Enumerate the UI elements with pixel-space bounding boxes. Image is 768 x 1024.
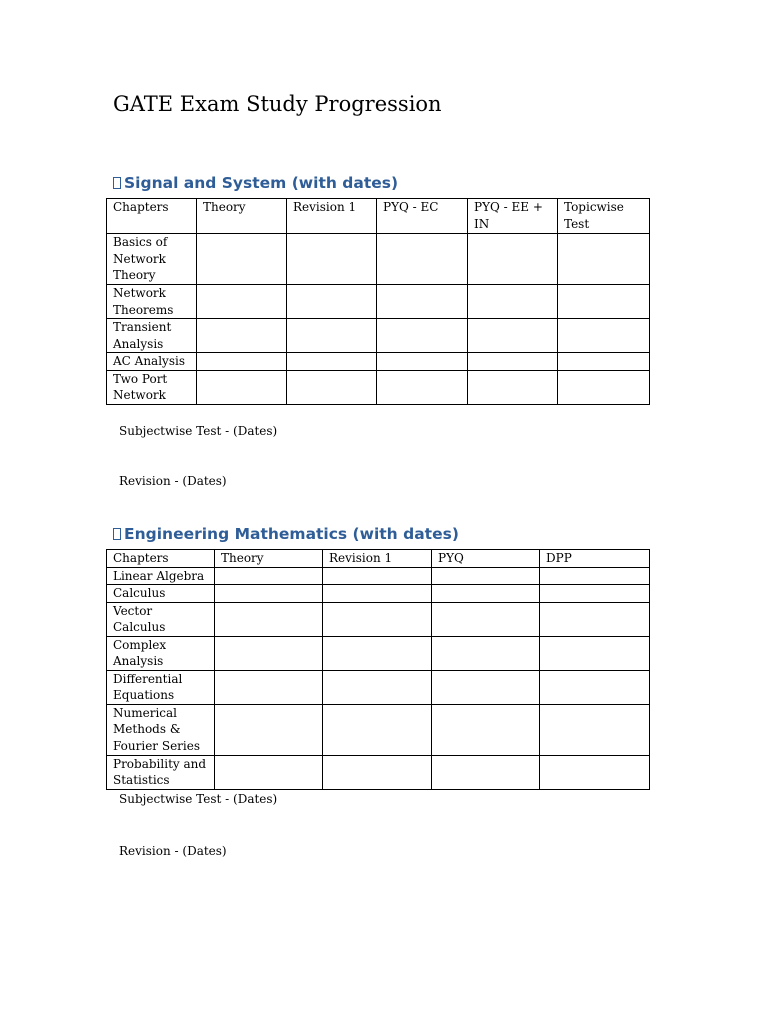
progress-cell[interactable] xyxy=(432,636,540,670)
table-row xyxy=(107,636,650,670)
progress-cell[interactable] xyxy=(468,285,558,319)
table-header-row xyxy=(107,550,650,568)
section-heading-engineering-mathematics xyxy=(113,525,459,543)
progress-cell[interactable] xyxy=(432,704,540,755)
progress-cell[interactable] xyxy=(323,704,432,755)
progress-cell[interactable] xyxy=(558,370,650,404)
column-header: Chapters xyxy=(107,550,215,568)
page-title: GATE Exam Study Progression xyxy=(113,92,442,116)
subjectwise-test-note: Subjectwise Test - (Dates) xyxy=(119,424,278,438)
chapter-cell: Calculus xyxy=(107,585,215,603)
progress-cell[interactable] xyxy=(558,234,650,285)
progress-cell[interactable] xyxy=(323,602,432,636)
column-header: Revision 1 xyxy=(323,550,432,568)
column-header: Theory xyxy=(197,199,287,234)
progress-cell[interactable] xyxy=(197,285,287,319)
progress-cell[interactable] xyxy=(287,285,377,319)
table-row xyxy=(107,353,650,371)
table-header-row xyxy=(107,199,650,234)
progress-cell[interactable] xyxy=(215,567,323,585)
column-header: PYQ - EE + IN xyxy=(468,199,558,234)
chapter-cell: Two Port Network xyxy=(107,370,197,404)
subjectwise-test-note: Subjectwise Test - (Dates) xyxy=(119,792,278,806)
progress-cell[interactable] xyxy=(197,319,287,353)
revision-note: Revision - (Dates) xyxy=(119,844,227,858)
progress-cell[interactable] xyxy=(468,353,558,371)
progress-cell[interactable] xyxy=(468,370,558,404)
progress-cell[interactable] xyxy=(432,670,540,704)
section-heading-signal-and-system xyxy=(113,174,398,192)
progress-cell[interactable] xyxy=(215,704,323,755)
progress-cell[interactable] xyxy=(197,353,287,371)
progress-cell[interactable] xyxy=(432,567,540,585)
progress-cell[interactable] xyxy=(558,285,650,319)
progress-cell[interactable] xyxy=(215,585,323,603)
progress-cell[interactable] xyxy=(215,670,323,704)
column-header: Revision 1 xyxy=(287,199,377,234)
signal-system-table xyxy=(106,198,650,405)
progress-cell[interactable] xyxy=(377,285,468,319)
progress-cell[interactable] xyxy=(432,602,540,636)
progress-cell[interactable] xyxy=(377,370,468,404)
table-row xyxy=(107,670,650,704)
progress-cell[interactable] xyxy=(540,755,650,789)
chapter-cell: Numerical Methods & Fourier Series xyxy=(107,704,215,755)
column-header: PYQ xyxy=(432,550,540,568)
chapter-cell: Vector Calculus xyxy=(107,602,215,636)
progress-cell[interactable] xyxy=(468,234,558,285)
progress-cell[interactable] xyxy=(287,234,377,285)
table-row xyxy=(107,585,650,603)
section-heading-label: Engineering Mathematics (with dates) xyxy=(124,525,459,543)
progress-cell[interactable] xyxy=(540,567,650,585)
progress-cell[interactable] xyxy=(323,585,432,603)
section-heading-label: Signal and System (with dates) xyxy=(124,174,399,192)
progress-cell[interactable] xyxy=(377,319,468,353)
chapter-cell: Complex Analysis xyxy=(107,636,215,670)
progress-cell[interactable] xyxy=(323,755,432,789)
progress-cell[interactable] xyxy=(323,567,432,585)
progress-cell[interactable] xyxy=(287,370,377,404)
column-header: Chapters xyxy=(107,199,197,234)
chapter-cell: Linear Algebra xyxy=(107,567,215,585)
chapter-cell: Basics of Network Theory xyxy=(107,234,197,285)
table-row xyxy=(107,755,650,789)
progress-cell[interactable] xyxy=(377,234,468,285)
chapter-cell: Differential Equations xyxy=(107,670,215,704)
progress-cell[interactable] xyxy=(432,585,540,603)
table-row xyxy=(107,285,650,319)
progress-cell[interactable] xyxy=(287,319,377,353)
progress-cell[interactable] xyxy=(540,602,650,636)
table-row xyxy=(107,370,650,404)
box-icon xyxy=(113,177,121,189)
progress-cell[interactable] xyxy=(432,755,540,789)
revision-note: Revision - (Dates) xyxy=(119,474,227,488)
progress-cell[interactable] xyxy=(540,636,650,670)
chapter-cell: Transient Analysis xyxy=(107,319,197,353)
column-header: DPP xyxy=(540,550,650,568)
table-row xyxy=(107,234,650,285)
progress-cell[interactable] xyxy=(287,353,377,371)
progress-cell[interactable] xyxy=(558,353,650,371)
progress-cell[interactable] xyxy=(540,704,650,755)
progress-cell[interactable] xyxy=(540,670,650,704)
progress-cell[interactable] xyxy=(215,636,323,670)
progress-cell[interactable] xyxy=(323,670,432,704)
chapter-cell: Probability and Statistics xyxy=(107,755,215,789)
chapter-cell: AC Analysis xyxy=(107,353,197,371)
progress-cell[interactable] xyxy=(197,234,287,285)
table-row xyxy=(107,319,650,353)
chapter-cell: Network Theorems xyxy=(107,285,197,319)
progress-cell[interactable] xyxy=(377,353,468,371)
box-icon xyxy=(113,528,121,540)
progress-cell[interactable] xyxy=(215,602,323,636)
progress-cell[interactable] xyxy=(540,585,650,603)
table-row xyxy=(107,567,650,585)
engineering-mathematics-table xyxy=(106,549,650,790)
table-row xyxy=(107,704,650,755)
column-header: PYQ - EC xyxy=(377,199,468,234)
column-header: Topicwise Test xyxy=(558,199,650,234)
progress-cell[interactable] xyxy=(468,319,558,353)
progress-cell[interactable] xyxy=(323,636,432,670)
progress-cell[interactable] xyxy=(558,319,650,353)
column-header: Theory xyxy=(215,550,323,568)
progress-cell[interactable] xyxy=(215,755,323,789)
table-row xyxy=(107,602,650,636)
progress-cell[interactable] xyxy=(197,370,287,404)
